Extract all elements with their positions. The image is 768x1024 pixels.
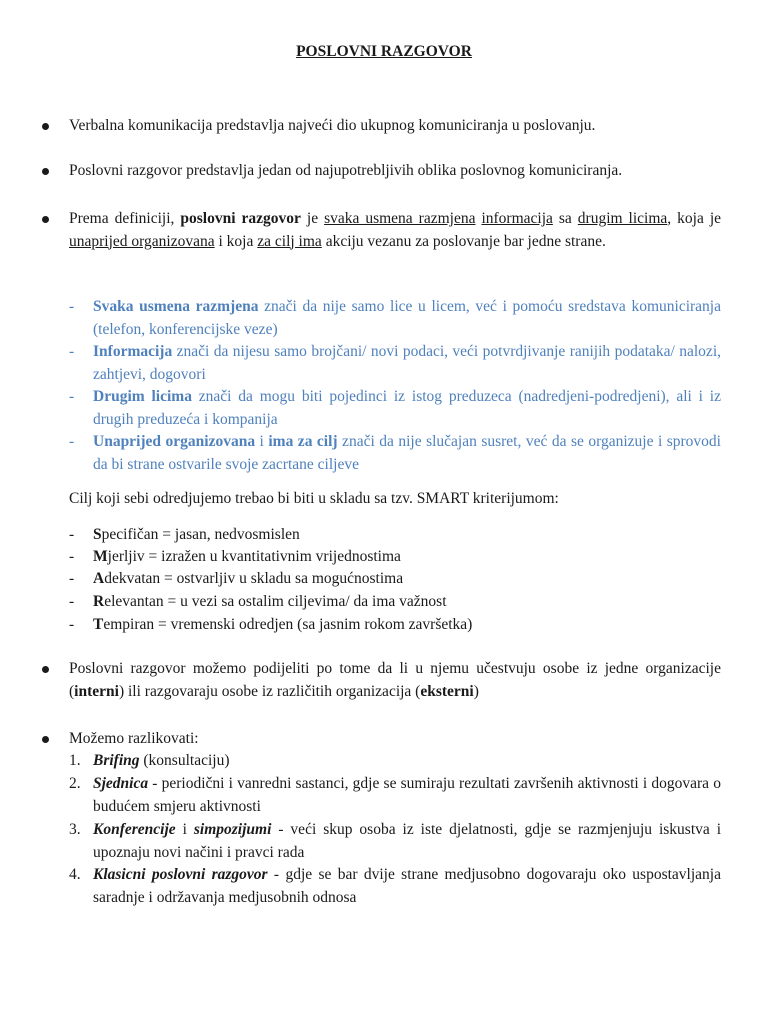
dash-marker: - [69, 433, 75, 450]
definition-item: Svaka usmena razmjena znači da nije samo lice u licem, već i pomoću sredstava komuniciranja (telefon, konferencijske veze) [93, 298, 721, 338]
bullet-icon [42, 123, 49, 130]
bullet-icon [42, 666, 49, 673]
dash-marker: - [69, 593, 75, 610]
dash-marker: - [69, 298, 75, 315]
paragraph-definition: Prema definiciji, poslovni razgovor je svaka usmena razmjena informacija sa drugim licima, koja je unaprijed organizovana i koja za cilj ima akciju vezanu za poslovanje bar jedne strane. [69, 210, 722, 250]
smart-item: Relevantan = u vezi sa ostalim ciljevima/ da ima važnost [93, 593, 447, 610]
dash-marker: - [69, 388, 75, 405]
bullet-icon [42, 216, 49, 223]
type-item: Brifing (konsultaciju) [93, 752, 230, 769]
document-title: POSLOVNI RAZGOVOR [296, 43, 472, 60]
smart-item: Mjerljiv = izražen u kvantitativnim vrijednostima [93, 548, 401, 565]
smart-item: Specifičan = jasan, nedvosmislen [93, 526, 300, 543]
definition-item: Drugim licima znači da mogu biti pojedinci iz istog preduzeca (nadredjeni-podredjeni), ali i iz drugih preduzeća i kompanija [93, 388, 721, 428]
dash-marker: - [69, 570, 75, 587]
type-item: Sjednica - periodični i vanredni sastanci, gdje se sumiraju rezultati završenih aktivnosti i dogovara o budućem smjeru aktivnosti [93, 775, 721, 815]
definition-item: Unaprijed organizovana i ima za cilj znači da nije slučajan susret, već da se organizuje i sprovodi da bi strane ostvarile svoje zacrtane ciljeve [93, 433, 721, 473]
paragraph-distinguish: Možemo razlikovati: [69, 730, 199, 747]
paragraph-internal-external: Poslovni razgovor možemo podijeliti po tome da li u njemu učestvuju osobe iz jedne organizacije (interni) ili razgovaraju osobe iz različitih organizacija (eksterni) [69, 660, 721, 700]
dash-marker: - [69, 526, 75, 543]
definition-item: Informacija znači da nijesu samo brojčani/ novi podaci, veći potvrdjivanje ranijih podataka/ nalozi, zahtjevi, dogovori [93, 343, 721, 383]
bullet-icon [42, 168, 49, 175]
dash-marker: - [69, 616, 75, 633]
paragraph-verbal: Verbalna komunikacija predstavlja najveći dio ukupnog komuniciranja u poslovanju. [69, 117, 596, 134]
dash-marker: - [69, 343, 75, 360]
bullet-icon [42, 736, 49, 743]
dash-marker: - [69, 548, 75, 565]
list-number: 1. [69, 752, 81, 769]
list-number: 2. [69, 775, 81, 792]
smart-intro: Cilj koji sebi odredjujemo trebao bi biti u skladu sa tzv. SMART kriterijumom: [69, 490, 559, 507]
type-item: Konferencije i simpozijumi - veći skup osoba iz iste djelatnosti, gdje se razmjenjuju iskustva i upoznaju novi načini i pravci rada [93, 821, 721, 861]
paragraph-business-talk: Poslovni razgovor predstavlja jedan od najupotrebljivih oblika poslovnog komuniciranja. [69, 162, 623, 179]
list-number: 4. [69, 866, 81, 883]
list-number: 3. [69, 821, 81, 838]
smart-item: Adekvatan = ostvarljiv u skladu sa mogućnostima [93, 570, 404, 587]
type-item: Klasicni poslovni razgovor - gdje se bar dvije strane medjusobno dogovaraju oko uspostavljanja saradnje i održavanja medjusobnih odnosa [93, 866, 721, 906]
smart-item: Tempiran = vremenski odredjen (sa jasnim rokom završetka) [93, 616, 473, 633]
